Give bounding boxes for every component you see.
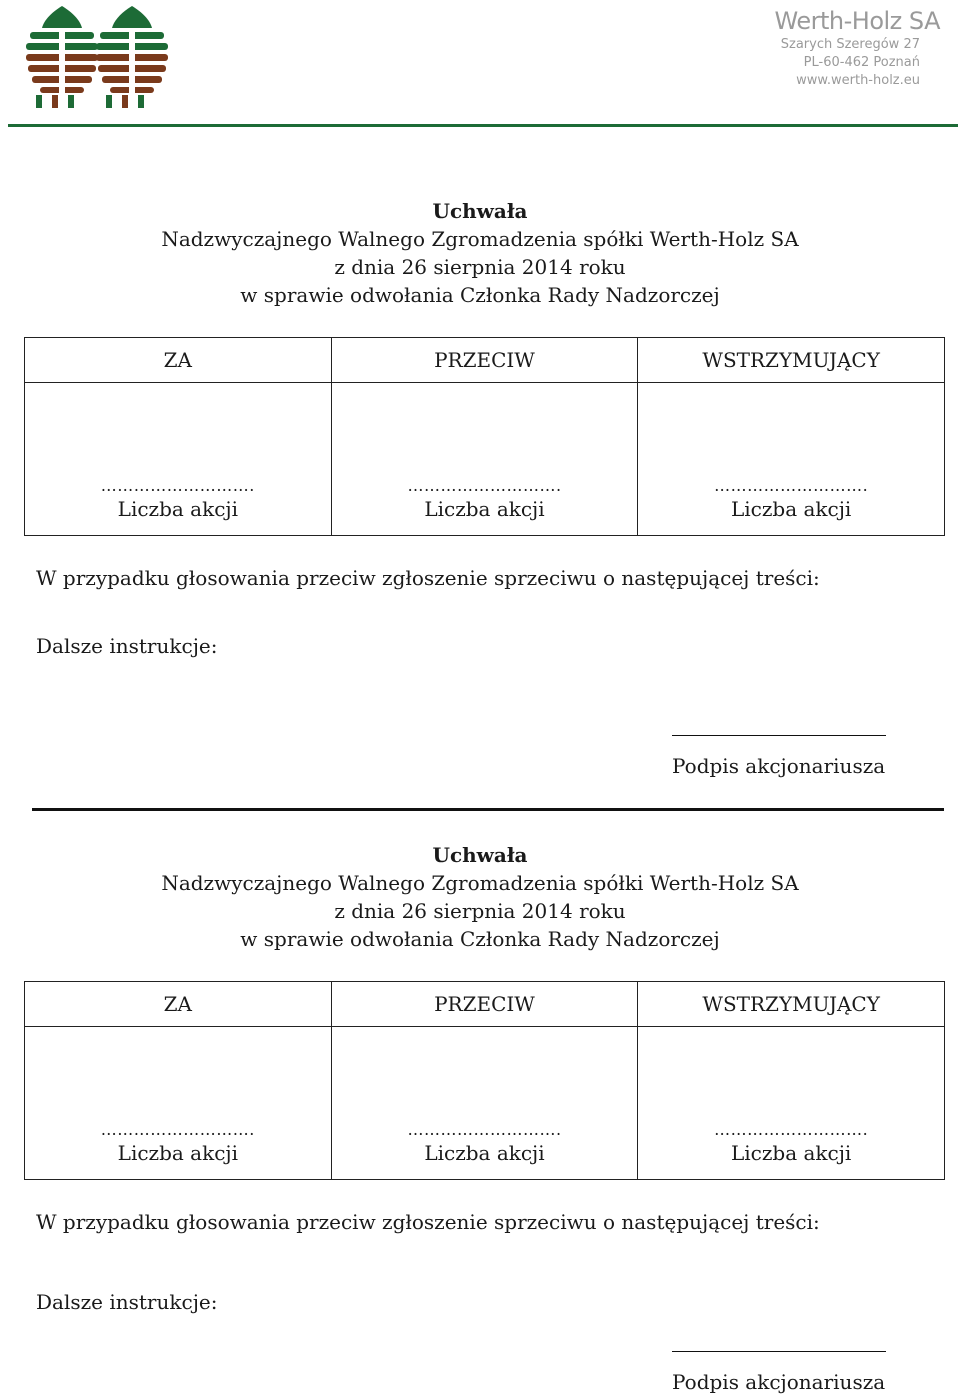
resolution-line-3: w sprawie odwołania Członka Rady Nadzorczej [240, 283, 720, 307]
company-info [742, 6, 942, 90]
company-street: Szarych Szeregów 27 [780, 37, 920, 52]
header-divider [8, 124, 958, 127]
objection-text: W przypadku głosowania przeciw zgłoszenie sprzeciwu o następującej treści: [36, 566, 820, 590]
column-wstrzymujacy: WSTRZYMUJĄCY [638, 338, 945, 383]
wstrzymujacy-vote-field[interactable] [638, 1027, 945, 1180]
signature-label: Podpis akcjonariusza [672, 1370, 886, 1394]
resolution-line-1: Nadzwyczajnego Walnego Zgromadzenia spółki Werth-Holz SA [161, 227, 799, 251]
share-count-label: Liczba akcji [424, 1141, 545, 1165]
resolution-header-1 [0, 197, 960, 309]
company-name: Werth-Holz SA [774, 7, 940, 35]
vote-table-2 [24, 981, 945, 1180]
twin-trees-logo-icon [22, 2, 172, 110]
vote-table-1 [24, 337, 945, 536]
share-count-label: Liczba akcji [424, 497, 545, 521]
signature-line[interactable] [672, 1351, 886, 1352]
resolution-title: Uchwała [432, 199, 528, 223]
resolution-line-2: z dnia 26 sierpnia 2014 roku [334, 899, 626, 923]
share-count-placeholder: ………………………. [407, 1120, 562, 1139]
company-website: www.werth-holz.eu [796, 73, 920, 88]
share-count-placeholder: ………………………. [407, 476, 562, 495]
resolution-line-3: w sprawie odwołania Członka Rady Nadzorczej [240, 927, 720, 951]
share-count-label: Liczba akcji [730, 1141, 852, 1165]
za-vote-field[interactable] [25, 1027, 332, 1180]
company-city: PL-60-462 Poznań [803, 55, 920, 70]
share-count-label: Liczba akcji [117, 1141, 238, 1165]
signature-line[interactable] [672, 735, 886, 736]
share-count-placeholder: ………………………. [100, 1120, 255, 1139]
share-count-placeholder: ………………………. [714, 1120, 869, 1139]
resolution-line-2: z dnia 26 sierpnia 2014 roku [334, 255, 626, 279]
share-count-placeholder: ………………………. [100, 476, 255, 495]
section-divider [32, 808, 944, 811]
przeciw-vote-field[interactable] [331, 1027, 638, 1180]
instructions-text: Dalsze instrukcje: [36, 1290, 218, 1314]
share-count-label: Liczba akcji [730, 497, 852, 521]
column-przeciw: PRZECIW [331, 338, 638, 383]
column-za: ZA [25, 338, 332, 383]
za-vote-field[interactable] [25, 383, 332, 536]
resolution-title: Uchwała [432, 843, 528, 867]
column-przeciw: PRZECIW [331, 982, 638, 1027]
resolution-header-2 [0, 841, 960, 953]
resolution-line-1: Nadzwyczajnego Walnego Zgromadzenia spółki Werth-Holz SA [161, 871, 799, 895]
instructions-text: Dalsze instrukcje: [36, 634, 218, 658]
signature-label: Podpis akcjonariusza [672, 754, 886, 778]
share-count-label: Liczba akcji [117, 497, 238, 521]
przeciw-vote-field[interactable] [331, 383, 638, 536]
wstrzymujacy-vote-field[interactable] [638, 383, 945, 536]
column-wstrzymujacy: WSTRZYMUJĄCY [638, 982, 945, 1027]
column-za: ZA [25, 982, 332, 1027]
objection-text: W przypadku głosowania przeciw zgłoszenie sprzeciwu o następującej treści: [36, 1210, 820, 1234]
share-count-placeholder: ………………………. [714, 476, 869, 495]
